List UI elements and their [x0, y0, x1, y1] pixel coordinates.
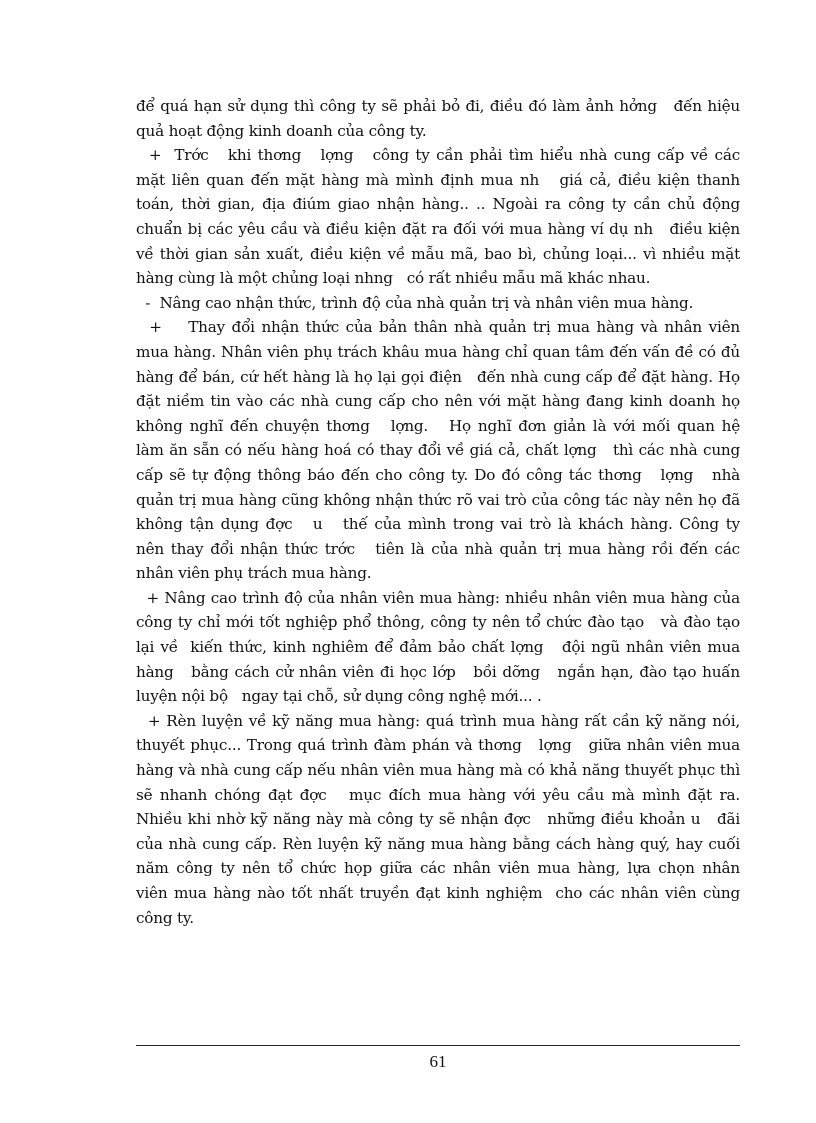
- text-line: hàng và nhà cung cấp nếu nhân viên mua hàng mà có khả năng thuyết phục thì: [136, 761, 740, 780]
- text-line: luyện nội bộ ngay tại chỗ, sử dụng công nghệ mới... .: [136, 687, 542, 706]
- page-number: 61: [429, 1052, 447, 1071]
- text-line: làm ăn sẵn có nếu hàng hoá có thay đổi về giá cả, chất lợng thì các nhà cung: [136, 441, 740, 460]
- footer-divider: [136, 1045, 740, 1046]
- text-line: hàng bằng cách cử nhân viên đi học lớp bồi dỡng ngắn hạn, đào tạo huấn: [136, 662, 740, 681]
- text-line: nhân viên phụ trách mua hàng.: [136, 564, 372, 583]
- text-line: cấp sẽ tự động thông báo đến cho công ty. Do đó công tác thơng lợng nhà: [136, 465, 740, 484]
- text-line: không nghĩ đến chuyện thơng lợng. Họ nghĩ đơn giản là với mối quan hệ: [136, 416, 740, 435]
- body-text: [136, 94, 740, 930]
- text-line: sẽ nhanh chóng đạt đợc mục đích mua hàng với yêu cầu mà mình đặt ra.: [136, 785, 740, 804]
- text-line: chuẩn bị các yêu cầu và điều kiện đặt ra đối với mua hàng ví dụ nh điều kiện: [136, 219, 740, 238]
- text-line: mặt liên quan đến mặt hàng mà mình định mua nh giá cả, điều kiện thanh: [136, 170, 740, 189]
- text-line: đặt niềm tin vào các nhà cung cấp cho nên với mặt hàng đang kinh doanh họ: [136, 392, 740, 411]
- text-line: + Thay đổi nhận thức của bản thân nhà quản trị mua hàng và nhân viên: [136, 318, 740, 337]
- text-line: năm công ty nên tổ chức họp giữa các nhân viên mua hàng, lựa chọn nhân: [136, 859, 740, 878]
- text-line: nên thay đổi nhận thức trớc tiên là của nhà quản trị mua hàng rồi đến các: [136, 539, 740, 558]
- text-line: viên mua hàng nào tốt nhất truyền đạt kinh nghiệm cho các nhân viên cùng: [136, 884, 740, 902]
- text-line: công ty chỉ mới tốt nghiệp phổ thông, công ty nên tổ chức đào tạo và đào tạo: [136, 613, 740, 632]
- text-line: công ty.: [136, 908, 194, 927]
- text-line: lại về kiến thức, kinh nghiêm để đảm bảo chất lợng đội ngũ nhân viên mua: [136, 638, 740, 657]
- text-line: hàng cùng là một chủng loại nhng có rất nhiều mẫu mã khác nhau.: [136, 269, 651, 288]
- text-line: mua hàng. Nhân viên phụ trách khâu mua hàng chỉ quan tâm đến vấn đề có đủ: [136, 342, 740, 361]
- text-line: quản trị mua hàng cũng không nhận thức rõ vai trò của công tác này nên họ đã: [136, 490, 740, 509]
- text-line: để quá hạn sử dụng thì công ty sẽ phải bỏ đi, điều đó làm ảnh hởng đến hiệu: [136, 97, 740, 115]
- text-line: quả hoạt động kinh doanh của công ty.: [136, 121, 427, 140]
- text-line: toán, thời gian, địa điúm giao nhận hàng.. .. Ngoài ra công ty cần chủ động: [136, 195, 740, 214]
- text-line: về thời gian sản xuất, điều kiện về mẫu mã, bao bì, chủng loại... vì nhiều mặt: [136, 244, 740, 263]
- text-line: - Nâng cao nhận thức, trình độ của nhà quản trị và nhân viên mua hàng.: [136, 293, 694, 312]
- text-line: hàng để bán, cứ hết hàng là họ lại gọi điện đến nhà cung cấp để đặt hàng. Họ: [136, 367, 740, 386]
- text-line: + Trớc khi thơng lợng công ty cần phải tìm hiểu nhà cung cấp về các: [136, 146, 740, 165]
- text-line: + Rèn luyện về kỹ năng mua hàng: quá trình mua hàng rất cần kỹ năng nói,: [136, 711, 740, 730]
- text-line: thuyết phục... Trong quá trình đàm phán và thơng lợng giữa nhân viên mua: [136, 736, 740, 755]
- text-line: Nhiều khi nhờ kỹ năng này mà công ty sẽ nhận đợc những điều khoản u đãi: [136, 810, 740, 829]
- text-line: của nhà cung cấp. Rèn luyện kỹ năng mua hàng bằng cách hàng quý, hay cuối: [136, 834, 740, 853]
- text-line: + Nâng cao trình độ của nhân viên mua hàng: nhiều nhân viên mua hàng của: [136, 588, 740, 607]
- text-line: không tận dụng đợc u thế của mình trong vai trò là khách hàng. Công ty: [136, 515, 740, 534]
